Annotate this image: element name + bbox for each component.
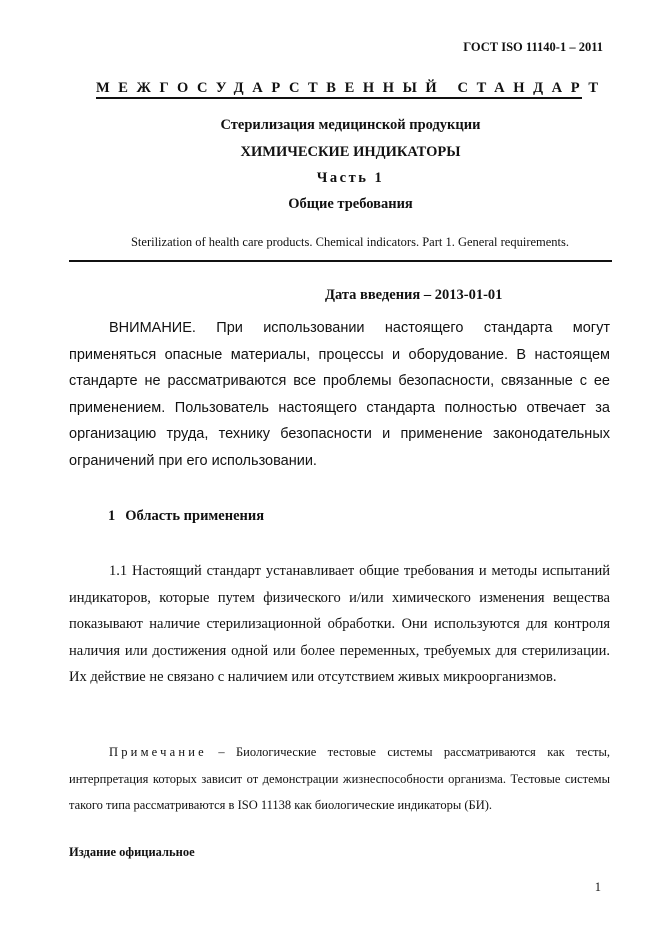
section-number: 1 xyxy=(108,508,116,524)
official-edition-label: Издание официальное xyxy=(69,845,195,859)
introduction-date: Дата введения – 2013-01-01 xyxy=(325,287,503,303)
note-paragraph xyxy=(69,739,610,819)
page-number: 1 xyxy=(594,880,601,894)
section-heading xyxy=(108,508,264,525)
title-divider xyxy=(69,260,612,262)
title-line-1: Стерилизация медицинской продукции xyxy=(220,117,481,133)
warning-text: При использовании настоящего стандарта могут применяться опасные материалы, процессы и оборудование. В настоящем стандарте не рассматриваются все проблемы безопасности, связанные с ее применением. Пользователь настоящего стандарта полностью отвечает за организацию труда, технику безопасности и применение законодательных ограничений при его использовании. xyxy=(69,320,610,469)
title-part: Часть 1 xyxy=(316,170,385,186)
warning-paragraph xyxy=(69,315,610,474)
title-line-2: ХИМИЧЕСКИЕ ИНДИКАТОРЫ xyxy=(240,144,461,160)
paragraph-1-1 xyxy=(69,558,610,691)
warning-lead: ВНИМАНИЕ. xyxy=(109,320,196,336)
paragraph-1-1-text: 1.1 Настоящий стандарт устанавливает общие требования и методы испытаний индикаторов, которые путем физического и/или химического изменения вещества показывают наличие стерилизационной обработки. Они используются для контроля наличия или достижения одной или более переменных, требуемых для стерилизации. Их действие не связано с наличием или отсутствием живых микроорганизмов. xyxy=(69,563,610,685)
interstate-standard-heading: МЕЖГОСУДАРСТВЕННЫЙ СТАНДАРТ xyxy=(96,80,582,99)
document-code: ГОСТ ISO 11140-1 – 2011 xyxy=(463,40,603,54)
section-title: Область применения xyxy=(125,508,265,524)
note-label: Примечание xyxy=(109,745,207,759)
title-line-4: Общие требования xyxy=(288,196,413,212)
note-text: – Биологические тестовые системы рассматриваются как тесты, интерпретация которых зависит от демонстрации жизнеспособности организма. Тестовые системы такого типа рассматриваются в ISO 11138 как биологические индикаторы (БИ). xyxy=(69,745,610,812)
english-title: Sterilization of health care products. Chemical indicators. Part 1. General requirements. xyxy=(130,235,570,249)
